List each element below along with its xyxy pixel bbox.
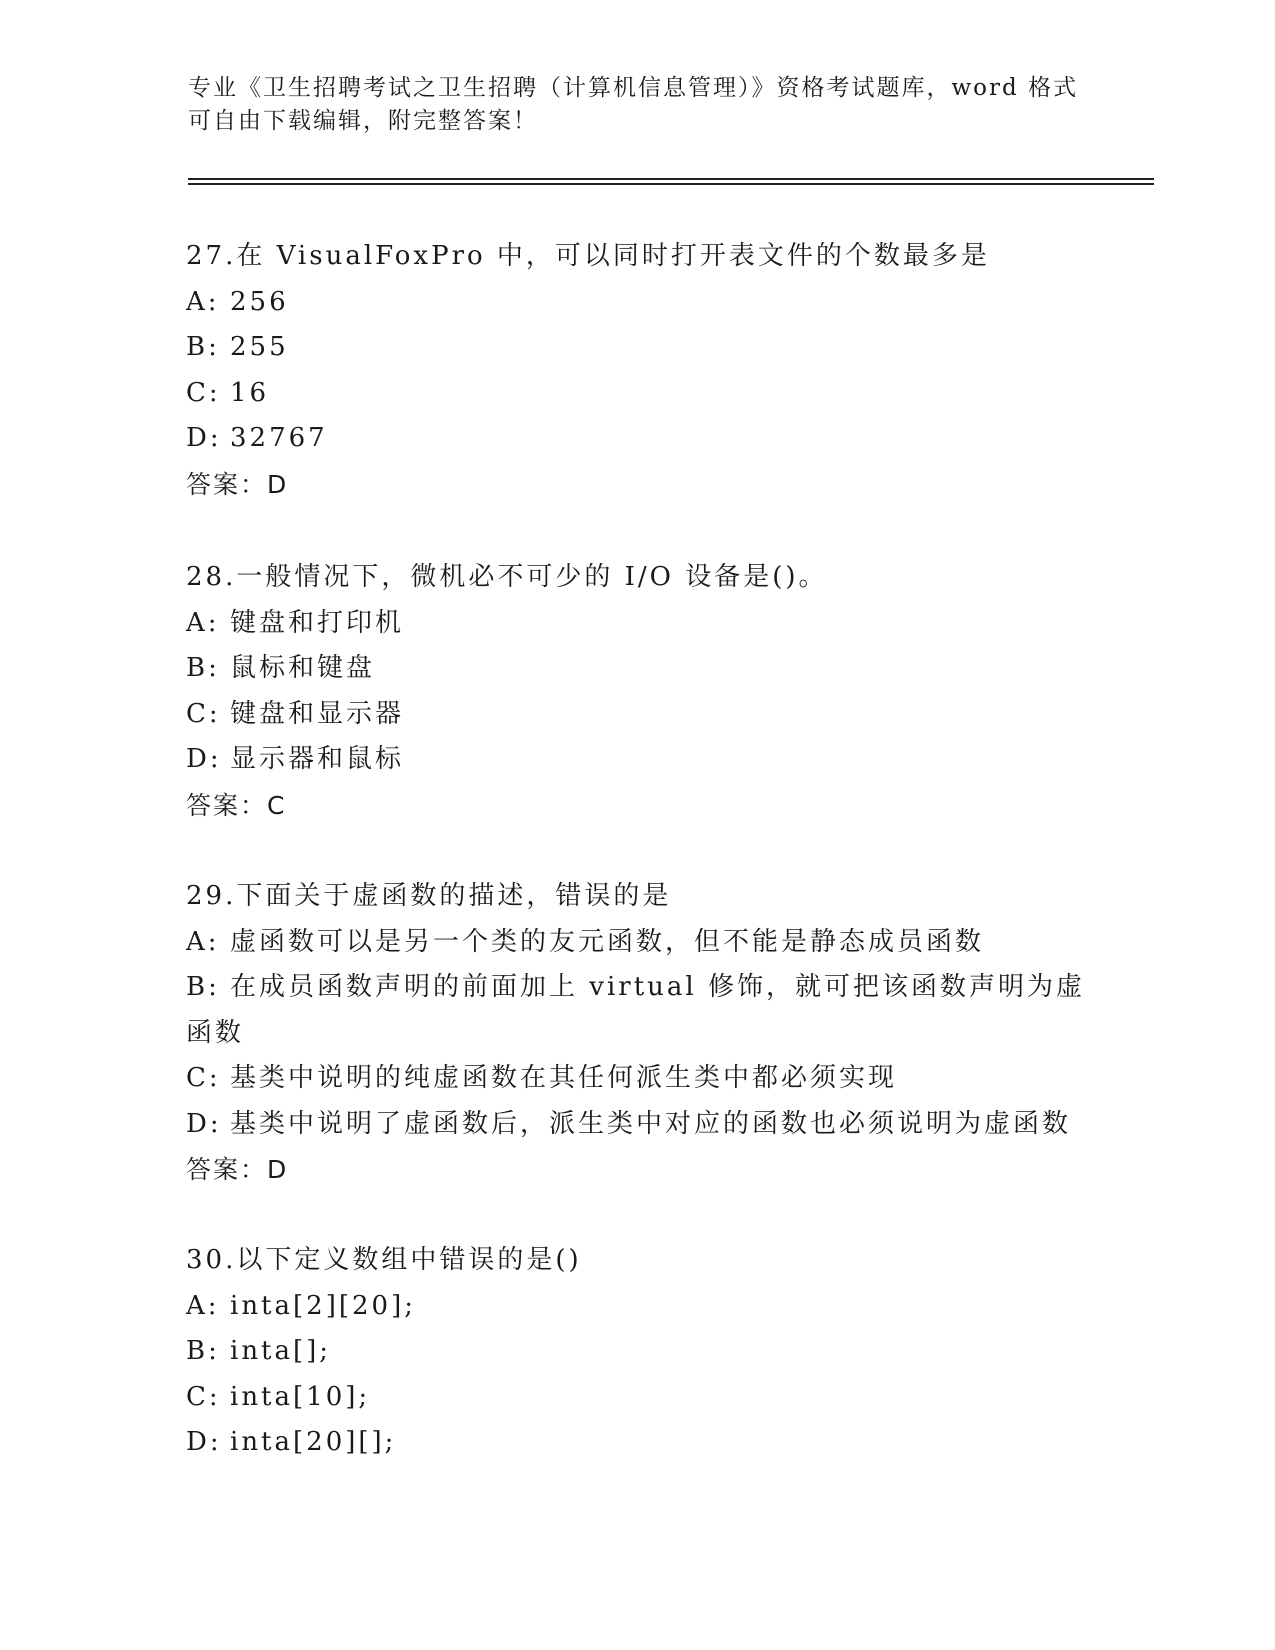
option-d	[186, 1102, 1086, 1148]
option-letter: A:	[186, 1290, 220, 1321]
option-a	[186, 280, 1086, 326]
header-divider-top	[188, 178, 1154, 180]
option-letter: C:	[186, 1063, 221, 1093]
question-27	[186, 234, 1086, 507]
option-b	[186, 1329, 1086, 1375]
option-b	[186, 646, 1086, 692]
option-letter: D:	[186, 1108, 222, 1139]
question-stem: 27.在 VisualFoxPro 中，可以同时打开表文件的个数最多是	[186, 241, 990, 271]
option-text: 256	[230, 286, 289, 317]
answer-line: 答案：C	[186, 790, 287, 820]
option-text: 基类中说明了虚函数后，派生类中对应的函数也必须说明为虚函数	[230, 1108, 1072, 1139]
option-text: 基类中说明的纯虚函数在其任何派生类中都必须实现	[230, 1063, 898, 1093]
option-letter: C:	[186, 1381, 221, 1412]
header-line-1: 专业《卫生招聘考试之卫生招聘（计算机信息管理）》资格考试题库，word 格式	[188, 75, 1079, 101]
option-text: inta[2][20];	[230, 1290, 416, 1321]
option-text: inta[];	[230, 1336, 332, 1366]
option-a	[186, 601, 1086, 647]
question-30	[186, 1238, 1086, 1466]
document-header	[188, 72, 1088, 138]
option-c	[186, 371, 1086, 417]
option-d	[186, 416, 1086, 462]
answer-line: 答案：D	[186, 469, 289, 499]
option-letter: A:	[186, 607, 220, 638]
option-text: 16	[230, 377, 270, 408]
option-letter: B:	[186, 332, 220, 362]
option-text: 虚函数可以是另一个类的友元函数，但不能是静态成员函数	[230, 926, 985, 957]
option-letter: B:	[186, 653, 220, 683]
option-letter: A:	[186, 286, 220, 317]
option-a	[186, 920, 1086, 966]
option-c	[186, 1375, 1086, 1421]
option-d	[186, 737, 1086, 783]
question-stem: 28.一般情况下，微机必不可少的 I/O 设备是()。	[186, 562, 828, 592]
option-letter: B:	[186, 972, 220, 1002]
header-divider-bottom	[188, 183, 1154, 185]
option-b	[186, 325, 1086, 371]
option-text: 在成员函数声明的前面加上 virtual 修饰，就可把该函数声明为虚 函数	[186, 972, 1085, 1048]
question-stem: 29.下面关于虚函数的描述，错误的是	[186, 881, 672, 911]
question-stem: 30.以下定义数组中错误的是()	[186, 1245, 582, 1275]
option-text: 键盘和打印机	[230, 607, 405, 638]
option-letter: C:	[186, 377, 221, 408]
option-d	[186, 1420, 1086, 1466]
option-c	[186, 692, 1086, 738]
option-text: 显示器和鼠标	[230, 744, 405, 774]
option-b	[186, 965, 1086, 1056]
option-text: 键盘和显示器	[230, 698, 405, 729]
option-text: 32767	[230, 423, 328, 453]
option-a	[186, 1284, 1086, 1330]
option-letter: B:	[186, 1336, 220, 1366]
option-c	[186, 1056, 1086, 1102]
option-letter: D:	[186, 744, 222, 774]
answer-line: 答案：D	[186, 1155, 289, 1184]
option-letter: C:	[186, 698, 221, 729]
question-29	[186, 874, 1086, 1193]
option-text: 255	[230, 332, 289, 362]
option-letter: A:	[186, 926, 220, 957]
option-text: 鼠标和键盘	[230, 653, 376, 683]
option-letter: D:	[186, 1427, 222, 1457]
question-28	[186, 555, 1086, 828]
option-text: inta[20][];	[230, 1427, 397, 1457]
option-text: inta[10];	[230, 1381, 371, 1412]
header-line-2: 可自由下载编辑，附完整答案！	[188, 108, 538, 134]
option-letter: D:	[186, 423, 222, 453]
